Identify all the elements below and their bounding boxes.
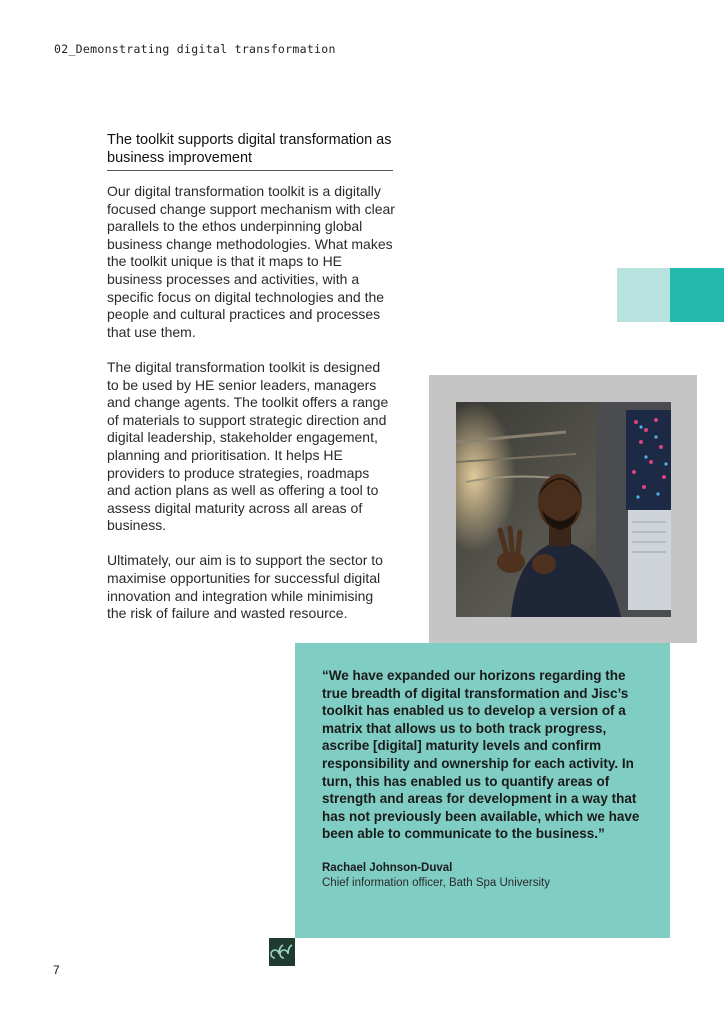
quote-author-role: Chief information officer, Bath Spa University <box>322 876 550 889</box>
decorative-square-light <box>617 268 670 322</box>
page-number: 7 <box>53 963 60 977</box>
quote-text: “We have expanded our horizons regarding the true breadth of digital transformation and Jisc’s toolkit has enabled us to develop a version of a matrix that allows us to both track progress, ascribe [digital] maturity levels and confirm responsibility and ownership for each activity. In turn, this has enabled us to quantify areas of strength and areas for development in a way that has not previously been available, which we have been able to communicate to the business.” <box>322 668 640 842</box>
speaker-photo <box>456 402 671 617</box>
section-label: 02_Demonstrating digital transformation <box>54 42 336 56</box>
section-heading: The toolkit supports digital transformation as business improvement <box>107 131 393 171</box>
quote-mark-icon <box>269 938 295 966</box>
paragraph: The digital transformation toolkit is designed to be used by HE senior leaders, managers and change agents. The toolkit offers a range of materials to support strategic direction and digital leadership, stakeholder engagement, planning and prioritisation. It helps HE providers to produce strategies, roadmaps and action plans as well as offering a tool to assess digital maturity across all areas of business. <box>107 358 389 534</box>
paragraph: Our digital transformation toolkit is a digitally focused change support mechanism with clear parallels to the ethos underpinning global business change methodologies. What makes the toolkit unique is that it maps to HE business processes and activities, with a specific focus on digital technologies and the people and cultural practices and processes that use them. <box>107 183 395 340</box>
decorative-square-dark <box>670 268 724 322</box>
article-body <box>107 183 395 640</box>
quote-author-name: Rachael Johnson-Duval <box>322 861 453 874</box>
testimonial-quote <box>295 643 670 938</box>
paragraph: Ultimately, our aim is to support the sector to maximise opportunities for successful digital innovation and integration while minimising the risk of failure and wasted resource. <box>107 552 383 622</box>
